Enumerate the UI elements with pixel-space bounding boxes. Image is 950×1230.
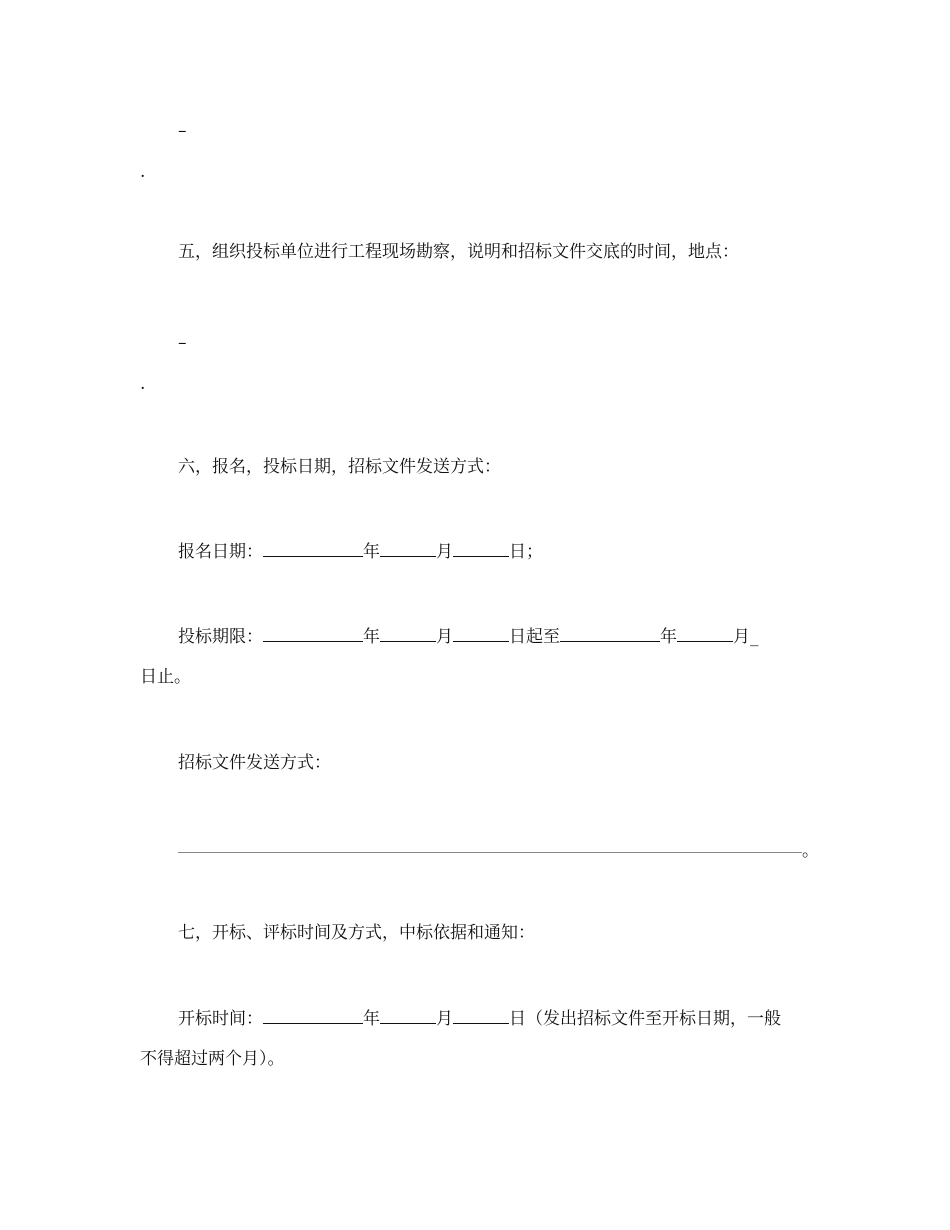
year-label: 年 [363,542,380,562]
open-time-label: 开标时间： [178,1009,263,1029]
send-method-label: 招标文件发送方式： [178,753,331,773]
bid-period-line [178,625,759,648]
period-mark: 。 [802,841,819,861]
year-label: 年 [660,627,677,647]
year-blank[interactable] [263,540,363,557]
month-label: 月 [436,542,453,562]
start-month-blank[interactable] [380,625,436,642]
signup-date-label: 报名日期： [178,542,263,562]
month-label: 月 [436,627,453,647]
start-year-blank[interactable] [263,625,363,642]
month-label: 月 [436,1009,453,1029]
end-year-blank[interactable] [560,625,660,642]
open-month-blank[interactable] [380,1007,436,1024]
open-note-2: 不得超过两个月）。 [140,1049,285,1069]
open-time-line [178,1007,781,1030]
end-month-blank[interactable] [677,625,733,642]
send-method-blank[interactable] [178,852,802,853]
open-note-1: 日（发出招标文件至开标日期，一般 [509,1009,781,1029]
dash-mark: – [178,333,187,353]
signup-date-line [178,540,543,563]
year-label: 年 [363,1009,380,1029]
semicolon: ； [526,542,543,562]
year-label: 年 [363,627,380,647]
month-blank[interactable] [380,540,436,557]
start-day-blank[interactable] [453,625,509,642]
dot-mark: . [140,162,146,182]
open-day-blank[interactable] [453,1007,509,1024]
dash-mark: – [178,121,187,141]
trailing-underscore: _ [750,627,759,647]
open-year-blank[interactable] [263,1007,363,1024]
dot-mark: . [140,374,146,394]
item-7-heading: 七，开标、评标时间及方式，中标依据和通知： [178,923,535,943]
day-from-to-label: 日起至 [509,627,560,647]
bid-period-label: 投标期限： [178,627,263,647]
day-blank[interactable] [453,540,509,557]
day-end-text: 日止。 [140,667,191,687]
item-5-heading: 五，组织投标单位进行工程现场勘察，说明和招标文件交底的时间，地点： [178,242,739,262]
item-6-heading: 六，报名，投标日期，招标文件发送方式： [178,457,501,477]
month-label: 月 [733,627,750,647]
day-label: 日 [509,542,526,562]
